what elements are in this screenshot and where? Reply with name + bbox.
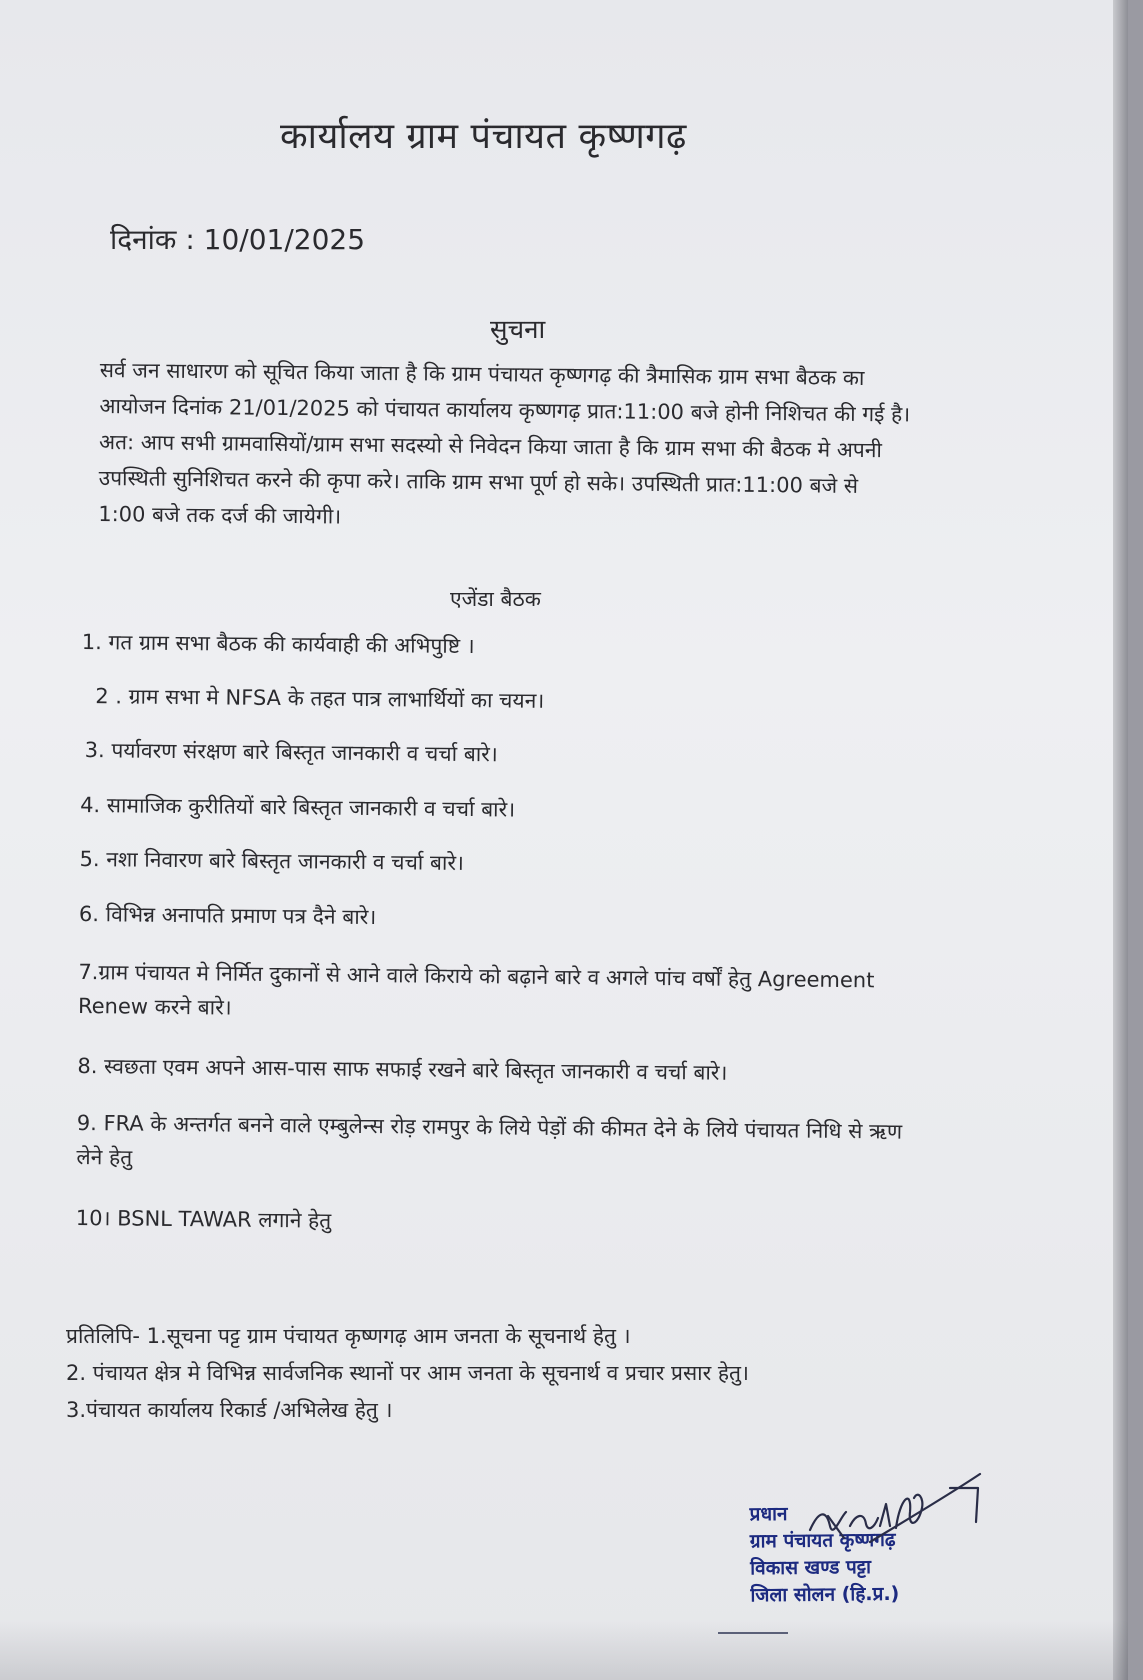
notice-paragraph (98, 352, 1020, 542)
agenda-item-text: 6. विभिन्न अनापति प्रमाण पत्र दैने बारे। (78, 901, 377, 930)
agenda-item (76, 1204, 332, 1235)
paragraph-line: 1:00 बजे तक दर्ज की जायेगी। (98, 501, 342, 529)
agenda-item (82, 628, 475, 660)
agenda-item-text: 1. गत ग्राम सभा बैठक की कार्यवाही की अभिपुष्टि । (81, 629, 475, 659)
stamp-line: विकास खण्ड पट्टा (750, 1556, 872, 1580)
agenda-item (95, 682, 544, 715)
agenda-item-text: 2 . ग्राम सभा मे NFSA के तहत पात्र लाभार्थियों का चयन। (95, 684, 545, 713)
paper-bottom-shadow (0, 1620, 1128, 1680)
stamp-line: ग्राम पंचायत कृष्णगढ़ (749, 1528, 896, 1553)
copy-line: 3.पंचायत कार्यालय रिकार्ड /अभिलेख हेतु । (66, 1398, 393, 1422)
signature-icon (800, 1468, 990, 1558)
agenda-item-text: 9. FRA के अन्तर्गत बनने वाले एम्बुलेन्स रोड़ रामपुर के लिये पेड़ों की कीमत देने के लिये पंचायत निधि से ऋण (76, 1110, 903, 1144)
bottom-line-mark (718, 1632, 788, 1634)
agenda-item-text: Renew करने बारे। (77, 993, 232, 1020)
paragraph-line: उपस्थिती सुनिशिचत करने की कृपा करे। ताकि ग्राम सभा पूर्ण हो सके। उपस्थिती प्रात:11:00 बजे से (98, 465, 859, 498)
notice-heading: सुचना (490, 315, 546, 345)
stamp-line: प्रधान (749, 1502, 788, 1526)
notice-date: दिनांक : 10/01/2025 (110, 223, 366, 256)
agenda-item (77, 1052, 727, 1087)
agenda-item (85, 736, 498, 768)
paper-edge-shadow (1113, 0, 1128, 1680)
agenda-item-text: 3. पर्यावरण संरक्षण बारे बिस्तृत जानकारी व चर्चा बारे। (84, 738, 498, 767)
agenda-item (79, 900, 377, 931)
agenda-item-text: लेने हेतु (76, 1144, 133, 1170)
agenda-item (80, 791, 515, 824)
paragraph-line: अत: आप सभी ग्रामवासियों/ग्राम सभा सदस्यो से निवेदन किया जाता है कि ग्राम सभा की बैठक मे अपनी (98, 429, 883, 463)
agenda-heading: एजेंडा बैठक (450, 587, 541, 611)
agenda-item (79, 845, 464, 877)
agenda-item-text: 4. सामाजिक कुरीतियों बारे बिस्तृत जानकारी व चर्चा बारे। (80, 792, 516, 822)
stamp-line: जिला सोलन (हि.प्र.) (750, 1582, 900, 1607)
agenda-item-text: 7.ग्राम पंचायत मे निर्मित दुकानों से आने वाले किराये को बढ़ाने बारे व अगले पांच वर्षों हेतु Agreement (78, 959, 875, 993)
copy-line: प्रतिलिपि- 1.सूचना पट्ट ग्राम पंचायत कृष्णगढ़ आम जनता के सूचनार्थ हेतु । (66, 1324, 631, 1348)
agenda-item-text: 10। BSNL TAWAR लगाने हेतु (75, 1205, 332, 1233)
paragraph-line: सर्व जन साधारण को सूचित किया जाता है कि ग्राम पंचायत कृष्णगढ़ की त्रैमासिक ग्राम सभा बैठक का (99, 357, 865, 391)
copies-section (66, 1318, 966, 1429)
agenda-item-text: 5. नशा निवारण बारे बिस्तृत जानकारी व चर्चा बारे। (79, 846, 465, 876)
agenda-item (76, 1106, 902, 1183)
paragraph-line: आयोजन दिनांक 21/01/2025 को पंचायत कार्यालय कृष्णगढ़ प्रात:11:00 बजे होनी निशिचत की गई है। (99, 393, 911, 427)
agenda-list (75, 628, 1042, 1233)
agenda-item (78, 955, 875, 1031)
copy-line: 2. पंचायत क्षेत्र मे विभिन्न सार्वजनिक स्थानों पर आम जनता के सूचनार्थ व प्रचार प्रसार हेतु। (66, 1361, 749, 1385)
agenda-item-text: 8. स्वछता एवम अपने आस-पास साफ सफाई रखने बारे बिस्तृत जानकारी व चर्चा बारे। (77, 1053, 728, 1085)
office-title: कार्यालय ग्राम पंचायत कृष्णगढ़ (280, 116, 687, 157)
